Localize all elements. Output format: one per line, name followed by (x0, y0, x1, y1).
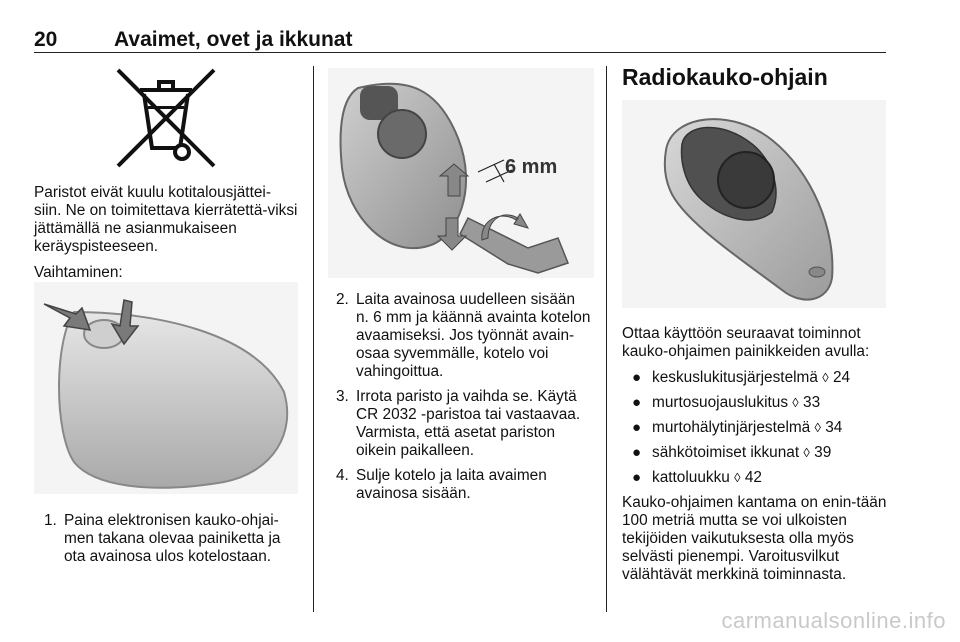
feature-text: keskuslukitusjärjestelmä (652, 369, 818, 386)
page-title: Avaimet, ovet ja ikkunat (114, 28, 353, 51)
right-column-text (622, 325, 888, 592)
step-1-number: 1. (44, 512, 57, 529)
step-item (336, 467, 592, 503)
watermark: carmanualsonline.info (721, 608, 946, 633)
step-text: Irrota paristo ja vaihda se. Käytä CR 2032 -paristoa tai vastaavaa. Varmista, että asetat pariston oikein paikalleen. (356, 388, 581, 459)
key-release-figure (34, 282, 298, 494)
feature-list (622, 369, 888, 487)
page-ref-link[interactable]: 42 (744, 469, 762, 486)
step-number: 2. (336, 291, 349, 308)
column-divider-left (313, 66, 314, 612)
page-ref-icon: ◊ (814, 420, 821, 435)
page-header (34, 28, 886, 50)
step-1-item (44, 512, 300, 566)
page-ref-link[interactable]: 39 (814, 444, 832, 461)
step-1-text: Paina elektronisen kauko-ohjai-men takana olevaa painiketta ja ota avainosa ulos kotelostaan. (64, 512, 281, 565)
feature-list-item: ● kattoluukku ◊ 42 (632, 469, 762, 486)
recycling-bin-icon (112, 66, 220, 170)
step-item (336, 291, 592, 381)
column-divider-right (606, 66, 607, 612)
remote-key-figure (622, 100, 886, 308)
step-number: 4. (336, 467, 349, 484)
key-insert-figure (328, 68, 594, 278)
page-ref-icon: ◊ (822, 370, 829, 385)
disposal-paragraph: Paristot eivät kuulu kotitalousjättei-siin. Ne on toimitettava kierrätettä-viksi jättämällä ne asianmukaiseen keräyspisteeseen. (34, 184, 298, 255)
step-1 (44, 512, 300, 573)
page-ref-link[interactable]: 34 (825, 419, 843, 436)
feature-text: murtosuojauslukitus (652, 394, 789, 411)
step-text: Sulje kotelo ja laita avaimen avainosa sisään. (356, 467, 547, 502)
feature-text: kattoluukku (652, 469, 730, 486)
page-ref-icon: ◊ (792, 395, 799, 410)
section-header (622, 64, 888, 94)
header-rule (34, 52, 886, 53)
step-item (336, 388, 592, 460)
replacement-label: Vaihtaminen: (34, 264, 123, 281)
steps-list (336, 291, 592, 510)
page-ref-link[interactable]: 24 (832, 369, 851, 386)
feature-text: murtohälytinjärjestelmä (652, 419, 811, 436)
feature-list-item: ● murtohälytinjärjestelmä ◊ 34 (632, 419, 843, 436)
intro-paragraph: Ottaa käyttöön seuraavat toiminnot kauko-ohjaimen painikkeiden avulla: (622, 325, 870, 360)
feature-list-item: ● murtosuojauslukitus ◊ 33 (632, 394, 821, 411)
page-ref-icon: ◊ (734, 470, 741, 485)
figure-measure-label: 6 mm (505, 156, 558, 178)
range-paragraph: Kauko-ohjaimen kantama on enin-tään 100 metriä mutta se voi ulkoisten tekijöiden vaikutuksesta olla myös selvästi pienempi. Varoitusvilkut välähtävät merkkinä toiminnasta. (622, 494, 887, 583)
page-number: 20 (34, 28, 58, 51)
page-ref-icon: ◊ (803, 445, 810, 460)
section-title: Radiokauko-ohjain (622, 64, 828, 90)
feature-text: sähkötoimiset ikkunat (652, 444, 800, 461)
page-ref-link[interactable]: 33 (803, 394, 821, 411)
step-number: 3. (336, 388, 349, 405)
feature-list-item: ● keskuslukitusjärjestelmä ◊ 24 (632, 369, 851, 386)
left-column-text (34, 184, 298, 290)
feature-list-item: ● sähkötoimiset ikkunat ◊ 39 (632, 444, 832, 461)
step-text: Laita avainosa uudelleen sisään n. 6 mm ja käännä avainta kotelon avaamiseksi. Jos työnnät avain-osaa syvemmälle, kotelo voi vahingoittua. (356, 291, 591, 380)
